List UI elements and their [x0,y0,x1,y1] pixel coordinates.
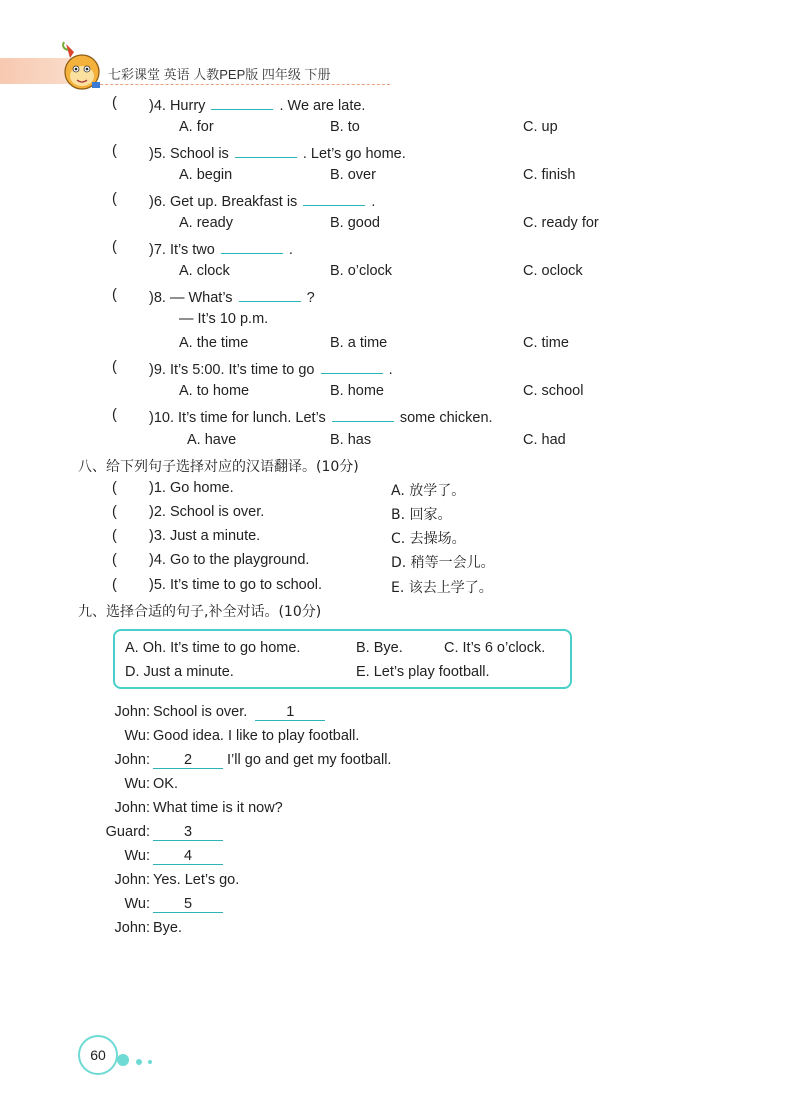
answer-blank[interactable] [332,407,394,422]
answer-paren: ( [112,577,117,593]
page-number: 60 [78,1035,118,1075]
answer-blank[interactable] [221,239,283,254]
translation-item: )3. Just a minute. [149,528,261,544]
answer-blank[interactable] [321,359,383,374]
dialogue-blank[interactable]: 5 [153,896,223,913]
dialogue-blank[interactable]: 1 [255,704,325,721]
answer-paren: ( [112,359,117,375]
answer-paren: ( [112,480,117,496]
dialogue-line: Yes. Let’s go. [153,872,240,888]
dialogue-line: Bye. [153,920,183,936]
answer-paren: ( [112,239,117,255]
option-a: A. the time [179,335,249,351]
question-9-stem: )9. It’s 5:00. It’s time to go . [149,359,393,378]
option-sentence-b: B. Bye. [356,640,403,656]
translation-item: )4. Go to the playground. [149,552,310,568]
answer-blank[interactable] [303,191,365,206]
speaker-label: Wu: [124,896,150,912]
question-6-stem: )6. Get up. Breakfast is . [149,191,375,210]
option-c: C. time [523,335,569,351]
option-sentence-c: C. It’s 6 o’clock. [444,640,546,656]
answer-paren: ( [112,528,117,544]
dialogue-line: Good idea. I like to play football. [153,728,360,744]
speaker-label: Wu: [124,848,150,864]
answer-paren: ( [112,191,117,207]
speaker-label: Guard: [105,824,150,840]
options-box [113,629,572,689]
option-a: A. have [187,432,237,448]
decor-dot-icon [148,1060,152,1064]
dialogue-blank[interactable]: 4 [153,848,223,865]
decor-dot-icon [117,1054,129,1066]
option-b: B. over [330,167,376,183]
question-4 [112,95,117,111]
speaker-label: Wu: [124,776,150,792]
section-8-title: 八、给下列句子选择对应的汉语翻译。(10分) [78,459,359,475]
answer-paren: ( [112,143,117,159]
answer-blank[interactable] [211,95,273,110]
question-8-reply: — It’s 10 p.m. [179,311,269,327]
option-a: A. ready [179,215,233,231]
question-4-stem: )4. Hurry . We are late. [149,95,365,114]
translation-item: )5. It’s time to go to school. [149,577,323,593]
speaker-label: John: [114,704,150,720]
option-sentence-a: A. Oh. It’s time to go home. [125,640,301,656]
header-divider [90,84,390,86]
option-b: B. to [330,119,360,135]
option-a: A. for [179,119,214,135]
translation-option: D. 稍等一会儿。 [391,555,495,571]
speaker-label: John: [114,920,150,936]
answer-paren: ( [112,504,117,520]
answer-paren: ( [112,407,117,423]
translation-option: A. 放学了。 [391,483,466,499]
answer-blank[interactable] [235,143,297,158]
translation-item: )2. School is over. [149,504,265,520]
dialogue-line [153,896,223,913]
option-a: A. to home [179,383,250,399]
translation-option: B. 回家。 [391,507,452,523]
option-sentence-d: D. Just a minute. [125,664,234,680]
option-b: B. good [330,215,380,231]
question-7-stem: )7. It’s two . [149,239,293,258]
option-b: B. home [330,383,384,399]
option-a: A. clock [179,263,230,279]
question-8-stem: )8. — What’s ? [149,287,315,306]
translation-item: )1. Go home. [149,480,234,496]
option-a: A. begin [179,167,233,183]
decor-dot-icon [136,1059,142,1065]
dialogue-line [153,848,223,865]
option-sentence-e: E. Let’s play football. [356,664,490,680]
option-b: B. o’clock [330,263,393,279]
section-9-title: 九、选择合适的句子,补全对话。(10分) [78,604,322,620]
dialogue-blank[interactable]: 2 [153,752,223,769]
question-10-stem: )10. It’s time for lunch. Let’s some chicken. [149,407,493,426]
dialogue-line [153,824,223,841]
header-title: 七彩课堂 英语 人教PEP版 四年级 下册 [108,67,331,82]
option-b: B. a time [330,335,388,351]
dialogue-line: What time is it now? [153,800,283,816]
option-c: C. finish [523,167,576,183]
option-c: C. had [523,432,566,448]
speaker-label: Wu: [124,728,150,744]
answer-paren: ( [112,95,117,111]
translation-option: C. 去操场。 [391,531,466,547]
option-c: C. up [523,119,558,135]
speaker-label: John: [114,752,150,768]
answer-paren: ( [112,552,117,568]
option-c: C. ready for [523,215,599,231]
dialogue-line: OK. [153,776,178,792]
translation-option: E. 该去上学了。 [391,580,493,596]
option-c: C. oclock [523,263,583,279]
dialogue-blank[interactable]: 3 [153,824,223,841]
dialogue-line: School is over. 1 [153,704,325,721]
option-b: B. has [330,432,372,448]
question-5-stem: )5. School is . Let’s go home. [149,143,406,162]
answer-blank[interactable] [239,287,301,302]
answer-paren: ( [112,287,117,303]
dialogue-line: 2 I’ll go and get my football. [153,752,391,769]
speaker-label: John: [114,872,150,888]
speaker-label: John: [114,800,150,816]
option-c: C. school [523,383,584,399]
mascot-icon [56,38,106,92]
